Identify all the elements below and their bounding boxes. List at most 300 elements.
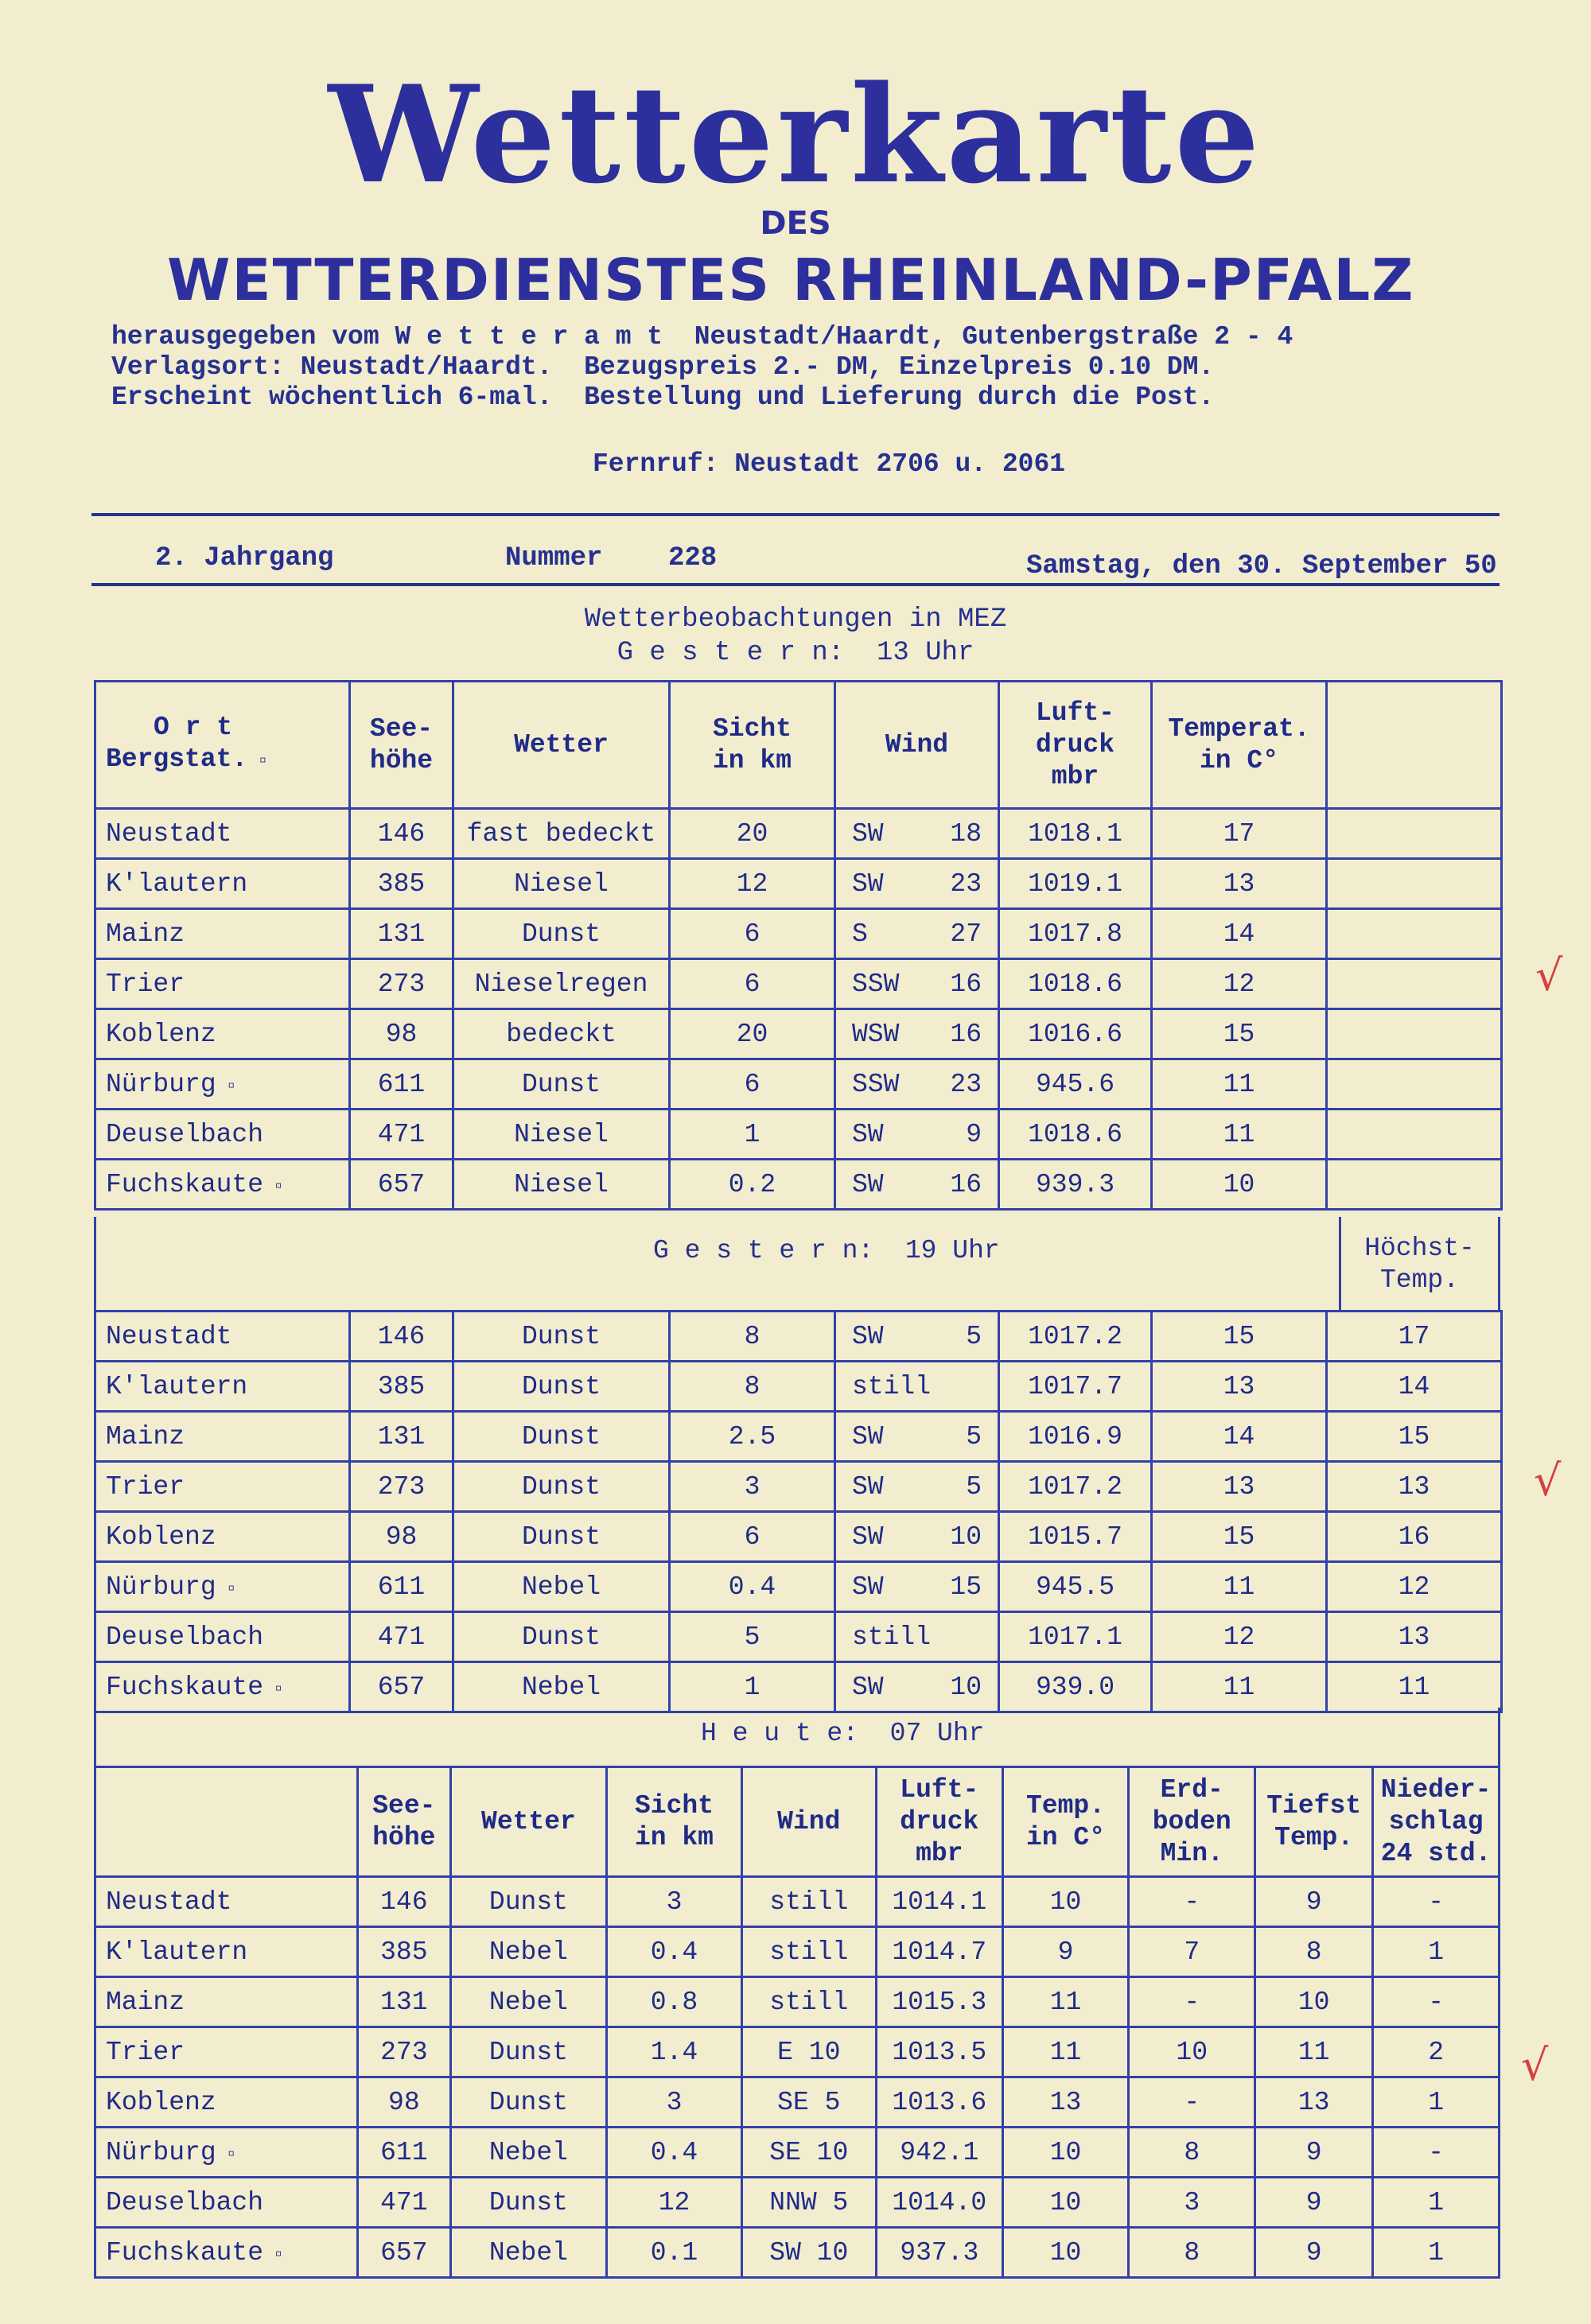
station-name [95, 1662, 350, 1712]
temperature: 12 [1152, 959, 1327, 1009]
wind-values [841, 1322, 993, 1351]
temperature: 13 [1152, 859, 1327, 909]
elevation: 611 [350, 1562, 453, 1612]
station-name-label: Neustadt [106, 1321, 232, 1351]
header-sicht [670, 682, 835, 809]
elevation: 471 [358, 2178, 450, 2228]
visibility: 6 [670, 1512, 835, 1562]
weather: Dunst [453, 1462, 670, 1512]
precipitation: - [1373, 1877, 1500, 1927]
elevation: 273 [350, 959, 453, 1009]
header-temperatur [1152, 682, 1327, 809]
wind-values [841, 1572, 993, 1602]
station-name [95, 1512, 350, 1562]
header-temp [1002, 1767, 1129, 1877]
elevation: 657 [350, 1662, 453, 1712]
wind: E 10 [741, 2027, 876, 2077]
elevation: 385 [350, 1362, 453, 1412]
wind-values [841, 869, 993, 899]
table-row [95, 1612, 1502, 1662]
elevation: 98 [350, 1009, 453, 1059]
visibility: 0.4 [607, 1927, 741, 1977]
visibility: 6 [670, 959, 835, 1009]
min-temperature: 10 [1255, 1977, 1373, 2027]
wind-cell [835, 859, 999, 909]
pressure: 1017.2 [999, 1312, 1152, 1362]
station-name [95, 1110, 350, 1160]
ground-min-temperature: - [1129, 1877, 1255, 1927]
weather: Dunst [453, 1362, 670, 1412]
wind-cell [835, 1612, 999, 1662]
wind-values [841, 1170, 993, 1199]
station-name [95, 909, 350, 959]
wind-direction: SSW [852, 1069, 900, 1099]
wind-speed: 16 [950, 1019, 982, 1049]
wind-direction: S [852, 919, 868, 949]
temperature: 13 [1152, 1362, 1327, 1412]
temperature: 15 [1152, 1512, 1327, 1562]
station-name [95, 1612, 350, 1662]
ground-min-temperature: - [1129, 2077, 1255, 2128]
pressure: 939.3 [999, 1160, 1152, 1210]
visibility: 1 [670, 1662, 835, 1712]
header-luftdruck-label: Luft- druck mbr [1035, 698, 1115, 791]
ground-min-temperature: 7 [1129, 1927, 1255, 1977]
empty-cell [1327, 909, 1502, 959]
station-name-label: Mainz [106, 1987, 185, 2017]
empty-cell [1327, 959, 1502, 1009]
elevation: 611 [358, 2128, 450, 2178]
header-empty [95, 1767, 358, 1877]
wind-speed: 16 [950, 969, 982, 999]
nummer-label: Nummer [505, 543, 603, 573]
header-seehoehe [350, 682, 453, 809]
header-niederschlag [1373, 1767, 1500, 1877]
temperature: 9 [1002, 1927, 1129, 1977]
visibility: 0.4 [670, 1562, 835, 1612]
table-row [95, 1977, 1500, 2027]
header-ort [95, 682, 350, 809]
visibility: 1 [670, 1110, 835, 1160]
visibility: 3 [670, 1462, 835, 1512]
header-wind-label: Wind [777, 1806, 841, 1836]
station-name [95, 959, 350, 1009]
caption-yesterday-19: G e s t e r n: 19 Uhr [653, 1236, 1000, 1265]
header-bergstat-label: Bergstat. [106, 744, 248, 774]
table-row [95, 1059, 1502, 1110]
wind: still [741, 1927, 876, 1977]
header-sicht [607, 1767, 741, 1877]
max-temperature: 13 [1327, 1462, 1502, 1512]
min-temperature: 9 [1255, 2178, 1373, 2228]
wind-values [841, 1623, 993, 1652]
pressure: 1016.9 [999, 1412, 1152, 1462]
table-row [95, 1110, 1502, 1160]
min-temperature: 8 [1255, 1927, 1373, 1977]
weather: Dunst [453, 1612, 670, 1662]
wind-cell [835, 1110, 999, 1160]
wind-direction: SW [852, 1572, 884, 1602]
table-row [95, 2228, 1500, 2278]
header-luftdruck [876, 1767, 1002, 1877]
visibility: 20 [670, 1009, 835, 1059]
wind-cell [835, 1059, 999, 1110]
elevation: 146 [358, 1877, 450, 1927]
header-rule-top [91, 513, 1500, 516]
empty-cell [1327, 1110, 1502, 1160]
wind-values [841, 919, 993, 949]
wind-speed: 5 [966, 1321, 982, 1351]
visibility: 0.2 [670, 1160, 835, 1210]
visibility: 3 [607, 2077, 741, 2128]
wind-values [841, 1472, 993, 1502]
station-name [95, 1312, 350, 1362]
header-seehoehe [358, 1767, 450, 1877]
elevation: 657 [350, 1160, 453, 1210]
table-row [95, 2128, 1500, 2178]
elevation: 131 [350, 1412, 453, 1462]
elevation: 273 [358, 2027, 450, 2077]
temperature: 11 [1152, 1059, 1327, 1110]
square-icon: ▫ [273, 1176, 285, 1198]
weather: Dunst [450, 2027, 607, 2077]
station-name-label: Nürburg [106, 2137, 216, 2167]
station-name [95, 1562, 350, 1612]
wind-direction: SW [852, 1321, 884, 1351]
station-name-label: Mainz [106, 1421, 185, 1452]
header-niederschlag-label: Nieder- schlag 24 std. [1380, 1774, 1492, 1868]
pressure: 945.6 [999, 1059, 1152, 1110]
wind-speed: 10 [950, 1521, 982, 1552]
header-empty [1327, 682, 1502, 809]
wind: still [741, 1977, 876, 2027]
wind-speed: 23 [950, 869, 982, 899]
wind-values [841, 819, 993, 849]
wind-direction: SW [852, 818, 884, 849]
pressure: 1019.1 [999, 859, 1152, 909]
visibility: 0.1 [607, 2228, 741, 2278]
elevation: 146 [350, 1312, 453, 1362]
masthead-title: Wetterkarte [328, 56, 1263, 213]
elevation: 98 [358, 2077, 450, 2128]
wind-speed: 15 [950, 1572, 982, 1602]
square-icon: ▫ [273, 1678, 285, 1700]
elevation: 657 [358, 2228, 450, 2278]
ground-min-temperature: 8 [1129, 2128, 1255, 2178]
nummer-value: 228 [668, 543, 718, 573]
wind-speed: 5 [966, 1471, 982, 1502]
min-temperature: 9 [1255, 2228, 1373, 2278]
empty-cell [1327, 859, 1502, 909]
weather: Dunst [453, 1312, 670, 1362]
masthead-subtitle: WETTERDIENSTES RHEINLAND-PFALZ [167, 247, 1415, 313]
header-luftdruck [999, 682, 1152, 809]
table-row [95, 1160, 1502, 1210]
pressure: 942.1 [876, 2128, 1002, 2178]
station-name-label: Deuselbach [106, 1119, 264, 1149]
empty-cell [1327, 1059, 1502, 1110]
visibility: 6 [670, 1059, 835, 1110]
wind-cell [835, 1562, 999, 1612]
header-erdboden [1129, 1767, 1255, 1877]
wind-direction: SW [852, 1169, 884, 1199]
table-row [95, 1512, 1502, 1562]
table-row [95, 809, 1502, 859]
temperature: 14 [1152, 909, 1327, 959]
empty-cell [1327, 1160, 1502, 1210]
min-temperature: 9 [1255, 1877, 1373, 1927]
visibility: 12 [607, 2178, 741, 2228]
wind: still [741, 1877, 876, 1927]
table-row [95, 1877, 1500, 1927]
header-wetter [453, 682, 670, 809]
min-temperature: 9 [1255, 2128, 1373, 2178]
table-row [95, 2178, 1500, 2228]
station-name [95, 1160, 350, 1210]
wind-values [841, 1673, 993, 1702]
header-temperatur-label: Temperat. in C° [1168, 713, 1310, 775]
station-name-label: Deuselbach [106, 1622, 264, 1652]
wind-values [841, 1070, 993, 1099]
temperature: 11 [1002, 2027, 1129, 2077]
header-rule-bottom [91, 583, 1500, 586]
phone-line: Fernruf: Neustadt 2706 u. 2061 [593, 449, 1066, 479]
station-name [95, 809, 350, 859]
station-name-label: Fuchskaute [106, 1169, 264, 1199]
caption-yesterday-13: G e s t e r n: 13 Uhr [617, 638, 974, 668]
wind-cell [835, 1160, 999, 1210]
visibility: 0.8 [607, 1977, 741, 2027]
table-row [95, 1312, 1502, 1362]
elevation: 471 [350, 1612, 453, 1662]
temperature: 15 [1152, 1312, 1327, 1362]
wind-cell [835, 1412, 999, 1462]
min-temperature: 11 [1255, 2027, 1373, 2077]
header-sicht-label: Sicht in km [712, 713, 792, 775]
wind-cell [835, 909, 999, 959]
elevation: 131 [358, 1977, 450, 2027]
weather: Dunst [453, 1512, 670, 1562]
table-row [95, 909, 1502, 959]
pressure: 1013.5 [876, 2027, 1002, 2077]
station-name-label: Nürburg [106, 1069, 216, 1099]
wind-direction: SW [852, 1421, 884, 1452]
temperature: 17 [1152, 809, 1327, 859]
band-today-07 [94, 1708, 1500, 1768]
elevation: 273 [350, 1462, 453, 1512]
jahrgang: 2. Jahrgang [155, 543, 334, 573]
wind-direction: WSW [852, 1019, 900, 1049]
wind-speed: 23 [950, 1069, 982, 1099]
station-name-label: Koblenz [106, 1521, 216, 1552]
precipitation: 1 [1373, 2228, 1500, 2278]
visibility: 3 [607, 1877, 741, 1927]
weather: Nieselregen [453, 959, 670, 1009]
wind-cell [835, 1362, 999, 1412]
square-icon: ▫ [257, 751, 269, 772]
check-mark-icon: √ [1521, 2040, 1549, 2090]
wind: NNW 5 [741, 2178, 876, 2228]
table-row [95, 959, 1502, 1009]
table-yesterday-13 [94, 680, 1503, 1211]
header-tiefst-label: Tiefst Temp. [1266, 1790, 1362, 1852]
max-temperature: 16 [1327, 1512, 1502, 1562]
weather: Dunst [453, 1412, 670, 1462]
temperature: 11 [1152, 1562, 1327, 1612]
empty-cell [1327, 1009, 1502, 1059]
temperature: 14 [1152, 1412, 1327, 1462]
wind-cell [835, 959, 999, 1009]
station-name-label: K'lautern [106, 1371, 248, 1401]
masthead-des: DES [760, 205, 831, 242]
publisher-line: Verlagsort: Neustadt/Haardt. Bezugspreis 2.- DM, Einzelpreis 0.10 DM. [111, 352, 1215, 382]
wind-speed: 27 [950, 919, 982, 949]
wind-direction: SSW [852, 969, 900, 999]
precipitation: 1 [1373, 1927, 1500, 1977]
weather: Nebel [450, 2128, 607, 2178]
publisher-line: herausgegeben vom W e t t e r a m t Neustadt/Haardt, Gutenbergstraße 2 - 4 [111, 322, 1293, 352]
wind-values [841, 1522, 993, 1552]
temperature: 10 [1002, 2228, 1129, 2278]
max-temperature: 17 [1327, 1312, 1502, 1362]
wind-speed: 9 [966, 1119, 982, 1149]
table-row [95, 859, 1502, 909]
header-temp-label: Temp. in C° [1026, 1790, 1106, 1852]
station-name [95, 1059, 350, 1110]
wind-speed: 18 [950, 818, 982, 849]
station-name [95, 1877, 358, 1927]
caption-observations: Wetterbeobachtungen in MEZ [584, 604, 1007, 635]
station-name [95, 1412, 350, 1462]
square-icon: ▫ [225, 1075, 238, 1098]
band-yesterday-19 [94, 1217, 1500, 1312]
station-name [95, 2178, 358, 2228]
wind-cell [835, 1512, 999, 1562]
header-tiefst [1255, 1767, 1373, 1877]
pressure: 1014.0 [876, 2178, 1002, 2228]
station-name-label: Trier [106, 1471, 185, 1502]
visibility: 2.5 [670, 1412, 835, 1462]
station-name [95, 1362, 350, 1412]
square-icon: ▫ [225, 1578, 238, 1600]
wind-values [841, 1422, 993, 1452]
table-yesterday-19 [94, 1310, 1503, 1713]
visibility: 8 [670, 1312, 835, 1362]
wind-direction: SW [852, 1521, 884, 1552]
visibility: 1.4 [607, 2027, 741, 2077]
header-wind [741, 1767, 876, 1877]
max-temperature: 14 [1327, 1362, 1502, 1412]
station-name-label: Nürburg [106, 1572, 216, 1602]
table-row [95, 1009, 1502, 1059]
wind: SE 5 [741, 2077, 876, 2128]
visibility: 5 [670, 1612, 835, 1662]
station-name [95, 1927, 358, 1977]
table-row [95, 1562, 1502, 1612]
weather: Nebel [453, 1562, 670, 1612]
visibility: 20 [670, 809, 835, 859]
temperature: 10 [1002, 1877, 1129, 1927]
weather: Nebel [450, 1977, 607, 2027]
pressure: 1017.2 [999, 1462, 1152, 1512]
pressure: 1018.6 [999, 1110, 1152, 1160]
header-wind-label: Wind [885, 729, 949, 760]
temperature: 12 [1152, 1612, 1327, 1662]
wind-values [841, 1020, 993, 1049]
temperature: 11 [1002, 1977, 1129, 2027]
precipitation: 1 [1373, 2178, 1500, 2228]
header-wind [835, 682, 999, 809]
header-seehoehe-label: See- höhe [372, 1790, 436, 1852]
weather: fast bedeckt [453, 809, 670, 859]
wind-cell [835, 1462, 999, 1512]
publisher-line: Erscheint wöchentlich 6-mal. Bestellung und Lieferung durch die Post. [111, 383, 1215, 412]
check-mark-icon: √ [1535, 950, 1563, 1001]
wind-direction: SW [852, 1672, 884, 1702]
station-name-label: Trier [106, 969, 185, 999]
max-temperature: 13 [1327, 1612, 1502, 1662]
temperature: 10 [1152, 1160, 1327, 1210]
pressure: 1017.7 [999, 1362, 1152, 1412]
precipitation: - [1373, 1977, 1500, 2027]
station-name-label: Mainz [106, 919, 185, 949]
weather: Dunst [450, 2077, 607, 2128]
wind-direction: still [852, 1622, 932, 1652]
table-row [95, 1662, 1502, 1712]
wind-values [841, 1372, 993, 1401]
temperature: 10 [1002, 2178, 1129, 2228]
weather: Dunst [450, 2178, 607, 2228]
station-name-label: Trier [106, 2037, 185, 2067]
header-sicht-label: Sicht in km [634, 1790, 714, 1852]
elevation: 98 [350, 1512, 453, 1562]
elevation: 146 [350, 809, 453, 859]
temperature: 13 [1152, 1462, 1327, 1512]
weather: Dunst [450, 1877, 607, 1927]
elevation: 131 [350, 909, 453, 959]
wind-cell [835, 1312, 999, 1362]
station-name [95, 2228, 358, 2278]
wind-direction: SW [852, 869, 884, 899]
precipitation: 1 [1373, 2077, 1500, 2128]
pressure: 945.5 [999, 1562, 1152, 1612]
weather: Niesel [453, 859, 670, 909]
station-name-label: Neustadt [106, 818, 232, 849]
station-name [95, 1977, 358, 2027]
temperature: 10 [1002, 2128, 1129, 2178]
wind-cell [835, 1662, 999, 1712]
station-name-label: K'lautern [106, 1937, 248, 1967]
header-wetter [450, 1767, 607, 1877]
pressure: 1018.6 [999, 959, 1152, 1009]
station-name-label: Fuchskaute [106, 2237, 264, 2268]
ground-min-temperature: 10 [1129, 2027, 1255, 2077]
wind: SW 10 [741, 2228, 876, 2278]
weather: bedeckt [453, 1009, 670, 1059]
header-ort-label: O r t [154, 713, 233, 742]
wind-speed: 5 [966, 1421, 982, 1452]
temperature: 13 [1002, 2077, 1129, 2128]
precipitation: 2 [1373, 2027, 1500, 2077]
station-name-label: Fuchskaute [106, 1672, 264, 1702]
visibility: 6 [670, 909, 835, 959]
ground-min-temperature: 3 [1129, 2178, 1255, 2228]
square-icon: ▫ [225, 2143, 238, 2166]
visibility: 12 [670, 859, 835, 909]
caption-today-07: H e u t e: 07 Uhr [701, 1719, 985, 1748]
station-name-label: Neustadt [106, 1887, 232, 1917]
table-row [95, 1362, 1502, 1412]
